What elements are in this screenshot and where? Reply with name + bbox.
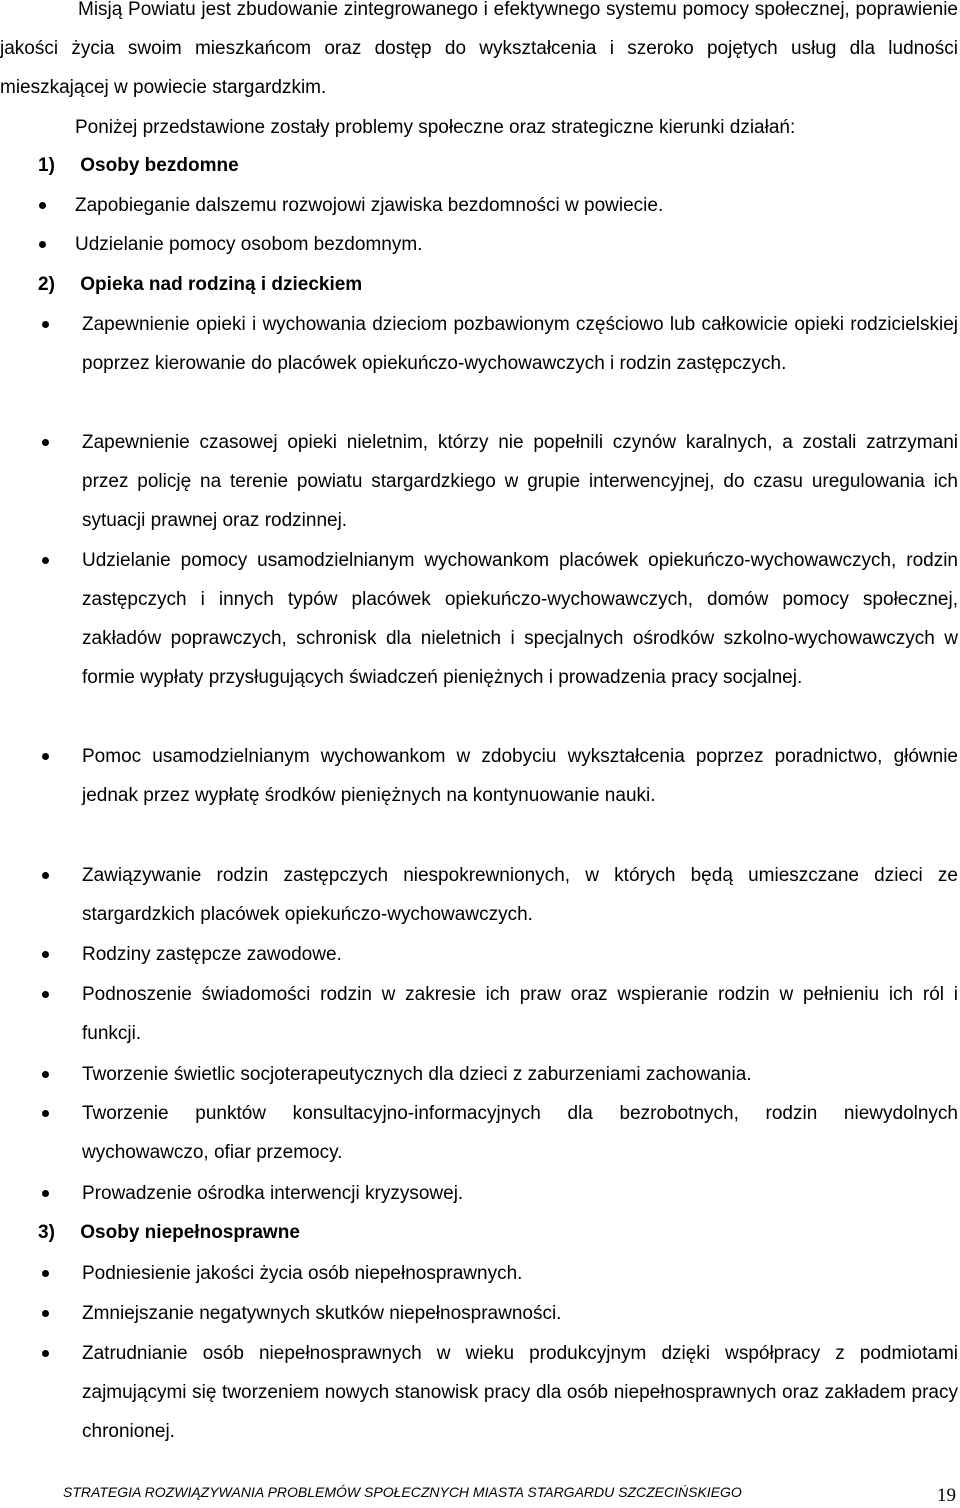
section-number: 1) (38, 155, 55, 176)
section-number: 3) (38, 1222, 55, 1243)
list-item-text: Zatrudnianie osób niepełnosprawnych w wieku produkcyjnym dzięki współpracy z podmiotami zajmującymi się tworzeniem nowych stanowisk pracy dla osób niepełnosprawnych oraz zakładem pracy chronionej. (82, 1343, 958, 1442)
bullet-icon (39, 241, 46, 248)
list-item-text: Zapewnienie opieki i wychowania dzieciom pozbawionym częściowo lub całkowicie opieki rodzicielskiej poprzez kierowanie do placówek opiekuńczo-wychowawczych i rodzin zastępczych. (82, 314, 958, 374)
bullet-icon (42, 872, 49, 879)
bullet-icon (42, 1310, 49, 1317)
bullet-icon (42, 321, 49, 328)
bullet-icon (42, 557, 49, 564)
list-item-text: Podniesienie jakości życia osób niepełnosprawnych. (82, 1263, 523, 1284)
list-item-text: Pomoc usamodzielnianym wychowankom w zdobyciu wykształcenia poprzez poradnictwo, głównie jednak przez wypłatę środków pieniężnych na kontynuowanie nauki. (82, 746, 958, 806)
section-title: Opieka nad rodziną i dzieckiem (80, 274, 363, 295)
list-item-text: Podnoszenie świadomości rodzin w zakresie ich praw oraz wspieranie rodzin w pełnieniu ich ról i funkcji. (82, 984, 958, 1044)
bullet-icon (42, 1110, 49, 1117)
bullet-icon (42, 1071, 49, 1078)
list-item-text: Zawiązywanie rodzin zastępczych niespokrewnionych, w których będą umieszczane dzieci ze stargardzkich placówek opiekuńczo-wychowawczych. (82, 865, 958, 925)
list-item-text: Prowadzenie ośrodka interwencji kryzysowej. (82, 1183, 464, 1204)
list-item-text: Udzielanie pomocy osobom bezdomnym. (75, 234, 423, 255)
list-item-text: Zapobieganie dalszemu rozwojowi zjawiska bezdomności w powiecie. (75, 195, 664, 216)
intro-paragraph: Misją Powiatu jest zbudowanie zintegrowanego i efektywnego systemu pomocy społecznej, poprawienie jakości życia swoim mieszkańcom oraz dostęp do wykształcenia i szeroko pojętych usług dla ludności mieszkającej w powiecie stargardzkim. (0, 0, 958, 98)
list-item-text: Zmniejszanie negatywnych skutków niepełnosprawności. (82, 1303, 562, 1324)
section-heading (38, 265, 362, 304)
bullet-icon (42, 991, 49, 998)
section-title: Osoby bezdomne (80, 155, 239, 176)
section-heading (38, 146, 239, 185)
list-item-text: Udzielanie pomocy usamodzielnianym wychowankom placówek opiekuńczo-wychowawczych, rodzin zastępczych i innych typów placówek opiekuńczo-wychowawczych, domów pomocy społecznej, zakładów poprawczych, schronisk dla nieletnich i specjalnych ośrodków szkolno-wychowawczych w formie wypłaty przysługujących świadczeń pieniężnych i prowadzenia pracy socjalnej. (82, 550, 958, 688)
page-footer: STRATEGIA ROZWIĄZYWANIA PROBLEMÓW SPOŁECZNYCH MIASTA STARGARDU SZCZECIŃSKIEGO (63, 1484, 742, 1500)
section-heading (38, 1213, 300, 1252)
page-number: 19 (937, 1485, 956, 1506)
bullet-icon (42, 1270, 49, 1277)
lead-paragraph: Poniżej przedstawione zostały problemy społeczne oraz strategiczne kierunki działań: (75, 117, 796, 138)
list-item-text: Tworzenie punktów konsultacyjno-informacyjnych dla bezrobotnych, rodzin niewydolnych wychowawczo, ofiar przemocy. (82, 1103, 958, 1163)
bullet-icon (42, 439, 49, 446)
section-title: Osoby niepełnosprawne (80, 1222, 300, 1243)
bullet-icon (42, 1350, 49, 1357)
section-number: 2) (38, 274, 55, 295)
list-item-text: Tworzenie świetlic socjoterapeutycznych dla dzieci z zaburzeniami zachowania. (82, 1064, 752, 1085)
bullet-icon (39, 202, 46, 209)
list-item-text: Rodziny zastępcze zawodowe. (82, 944, 342, 965)
list-item-text: Zapewnienie czasowej opieki nieletnim, którzy nie popełnili czynów karalnych, a zostali zatrzymani przez policję na terenie powiatu stargardzkiego w grupie interwencyjnej, do czasu uregulowania ich sytuacji prawnej oraz rodzinnej. (82, 432, 958, 531)
bullet-icon (42, 1190, 49, 1197)
bullet-icon (42, 753, 49, 760)
bullet-icon (42, 951, 49, 958)
